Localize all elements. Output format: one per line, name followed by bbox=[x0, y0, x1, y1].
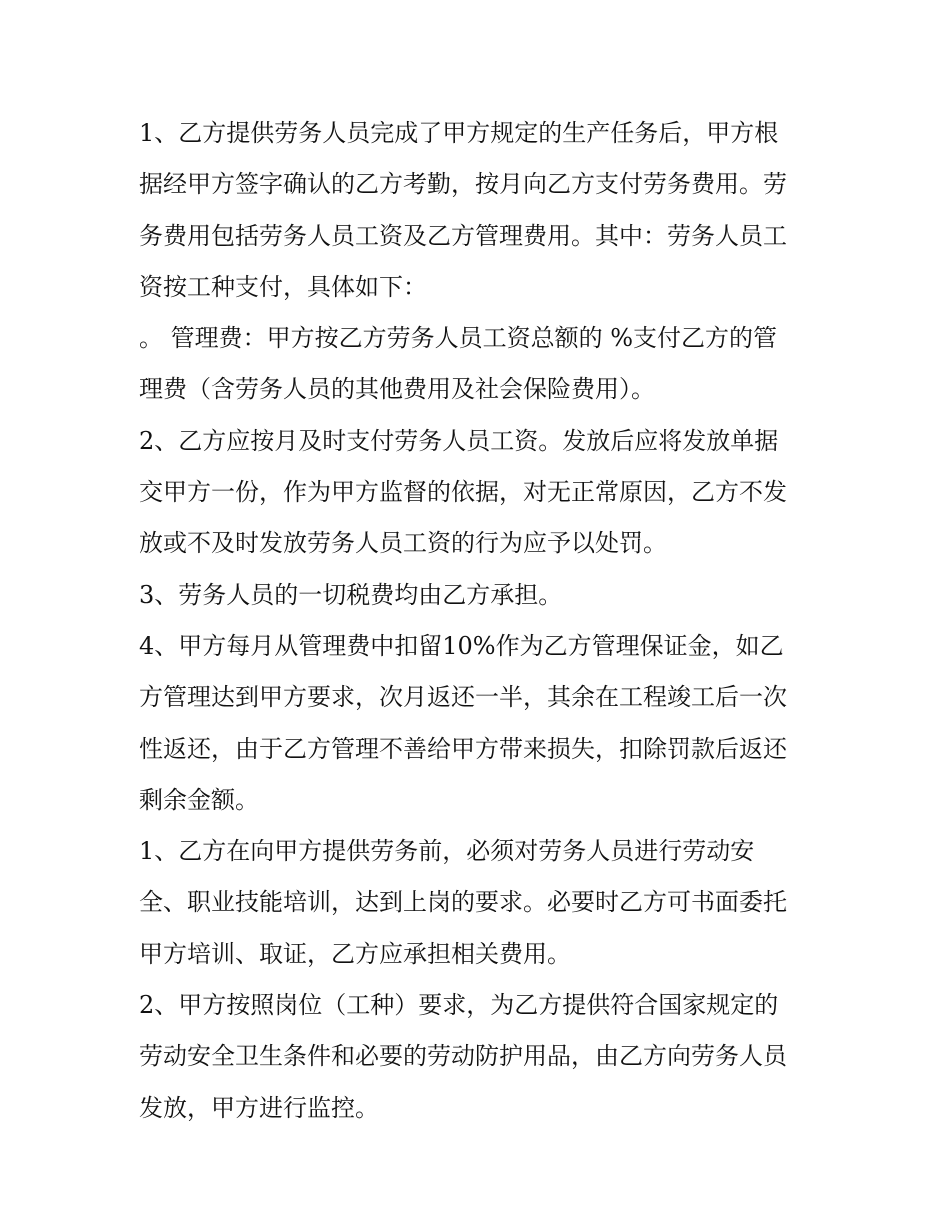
text-line: 发放，甲方进行监控。 bbox=[139, 1093, 379, 1122]
text-line: 2、甲方按照岗位（工种）要求，为乙方提供符合国家规定的 bbox=[139, 991, 779, 1020]
text-line: 资按工种支付，具体如下： bbox=[139, 272, 427, 301]
text-line: 1、乙方在向甲方提供劳务前，必须对劳务人员进行劳动安 bbox=[139, 837, 755, 866]
text-line: 甲方培训、取证，乙方应承担相关费用。 bbox=[139, 939, 571, 968]
text-line: 劳动安全卫生条件和必要的劳动防护用品，由乙方向劳务人员 bbox=[139, 1042, 787, 1071]
text-line: 方管理达到甲方要求，次月返还一半，其余在工程竣工后一次 bbox=[139, 683, 787, 712]
text-line: 据经甲方签字确认的乙方考勤，按月向乙方支付劳务费用。劳 bbox=[139, 170, 787, 199]
text-line: 放或不及时发放劳务人员工资的行为应予以处罚。 bbox=[139, 529, 667, 558]
text-line: 2、乙方应按月及时支付劳务人员工资。发放后应将发放单据 bbox=[139, 426, 779, 455]
text-line: 剩余金额。 bbox=[139, 785, 259, 814]
text-line: 理费（含劳务人员的其他费用及社会保险费用）。 bbox=[139, 375, 655, 404]
text-line: 。 管理费：甲方按乙方劳务人员工资总额的 %支付乙方的管 bbox=[139, 324, 778, 353]
text-line: 性返还，由于乙方管理不善给甲方带来损失，扣除罚款后返还 bbox=[139, 734, 787, 763]
text-line: 4、甲方每月从管理费中扣留10%作为乙方管理保证金，如乙 bbox=[139, 631, 784, 660]
text-line: 1、乙方提供劳务人员完成了甲方规定的生产任务后，甲方根 bbox=[139, 119, 779, 147]
text-line: 全、职业技能培训，达到上岗的要求。必要时乙方可书面委托 bbox=[139, 888, 787, 917]
text-line: 3、劳务人员的一切税费均由乙方承担。 bbox=[139, 580, 563, 609]
text-line: 交甲方一份，作为甲方监督的依据，对无正常原因，乙方不发 bbox=[139, 478, 787, 507]
text-line: 务费用包括劳务人员工资及乙方管理费用。其中：劳务人员工 bbox=[139, 221, 787, 250]
document-page bbox=[139, 108, 819, 1134]
